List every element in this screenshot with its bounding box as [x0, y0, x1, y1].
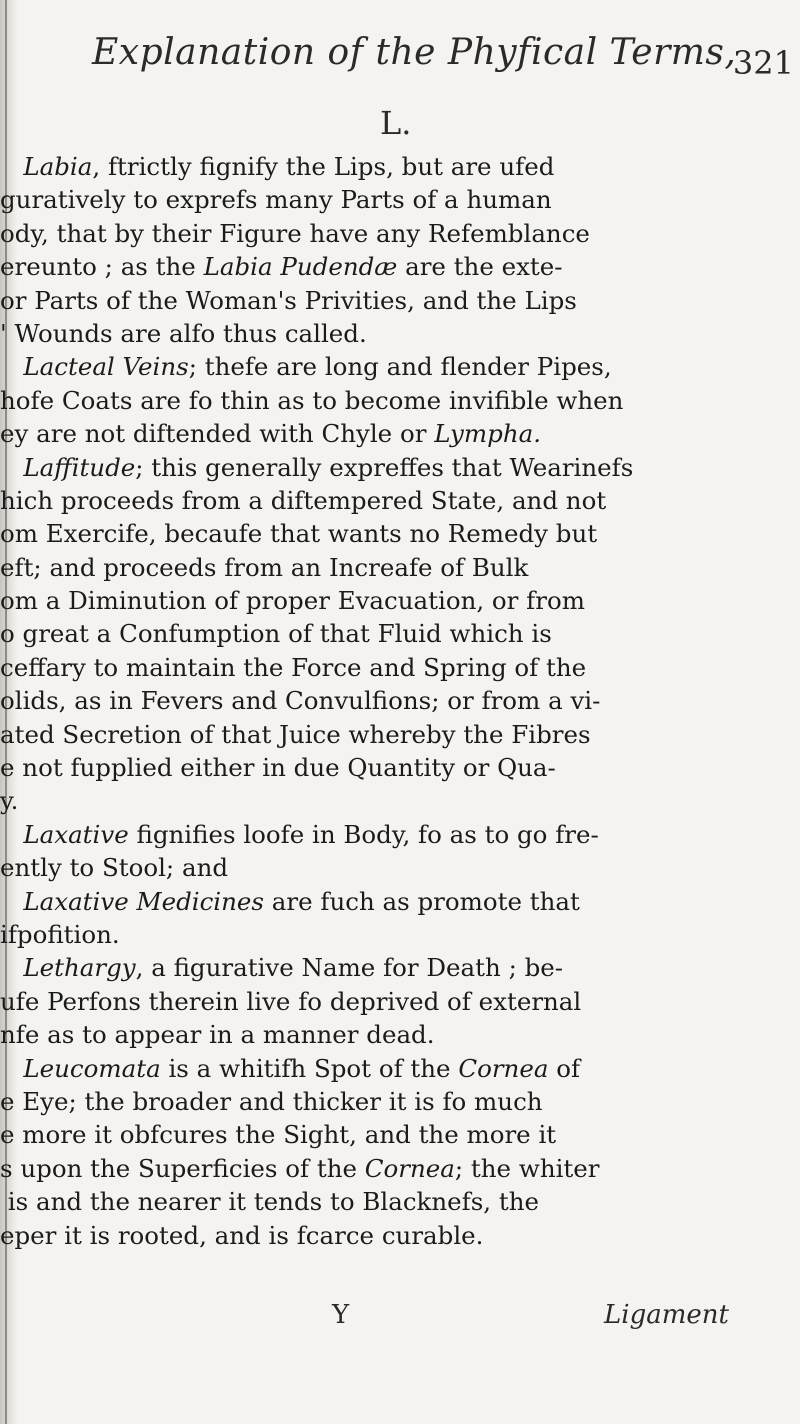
text-line: [0, 1052, 790, 1085]
text-line: [0, 1219, 790, 1252]
text-line: [0, 651, 790, 684]
text-run: ey are not diftended with Chyle or: [0, 419, 435, 449]
section-letter: L.: [380, 104, 412, 142]
text-run: [0, 352, 23, 381]
catchword: Ligament: [604, 1300, 729, 1330]
text-line: [0, 1118, 790, 1151]
text-run: [0, 152, 23, 181]
body-text: [0, 150, 790, 1252]
text-line: [0, 751, 790, 784]
text-line: [0, 617, 790, 650]
text-run: or Parts of the Woman's Privities, and the Lips: [0, 285, 577, 315]
text-line: [0, 1085, 790, 1118]
text-line: [0, 584, 790, 617]
text-line: [0, 384, 790, 417]
italic-term: Leucomata: [23, 1053, 161, 1083]
text-line: [0, 718, 790, 751]
text-run: is and the nearer it tends to Blacknefs, the: [0, 1187, 539, 1217]
text-run: ufe Perfons therein live fo deprived of external: [0, 986, 582, 1016]
text-run: of: [548, 1053, 581, 1083]
text-line: [0, 818, 790, 851]
text-line: [0, 417, 790, 450]
text-run: ifpofition.: [0, 919, 120, 949]
italic-term: Lethargy: [23, 953, 136, 983]
text-line: [0, 284, 790, 317]
text-line: [0, 1018, 790, 1051]
running-header: [0, 10, 800, 90]
text-run: , ftrictly fignify the Lips, but are ufed: [92, 152, 555, 181]
italic-term: Lympha.: [434, 419, 541, 449]
text-line: [0, 684, 790, 717]
text-run: ceffary to maintain the Force and Spring of the: [0, 652, 587, 682]
text-run: ; the whiter: [454, 1153, 600, 1183]
text-run: o great a Confumption of that Fluid which is: [0, 619, 552, 649]
text-line: [0, 784, 790, 817]
text-run: s upon the Superficies of the: [0, 1153, 365, 1183]
text-run: ently to Stool; and: [0, 853, 229, 883]
text-line: [0, 250, 790, 283]
text-line: [0, 150, 790, 183]
text-line: [0, 951, 790, 984]
text-run: ; thefe are long and flender Pipes,: [188, 352, 612, 382]
text-line: [0, 885, 790, 918]
text-line: [0, 350, 790, 383]
italic-term: Laffitude: [23, 452, 136, 482]
text-run: eft; and proceeds from an Increafe of Bulk: [0, 552, 529, 582]
text-run: ated Secretion of that Juice whereby the Fibres: [0, 719, 591, 749]
text-run: guratively to exprefs many Parts of a human: [0, 185, 552, 215]
italic-term: Lacteal Veins: [23, 352, 189, 382]
text-run: are the exte-: [397, 252, 563, 282]
text-run: nfe as to appear in a manner dead.: [0, 1020, 435, 1050]
text-run: hofe Coats are fo thin as to become invifible when: [0, 385, 624, 415]
text-run: [0, 1054, 23, 1083]
text-run: olids, as in Fevers and Convulfions; or from a vi-: [0, 686, 601, 716]
text-run: om Exercife, becaufe that wants no Remedy but: [0, 519, 598, 549]
text-line: [0, 851, 790, 884]
italic-term: Labia Pudendæ: [203, 252, 398, 282]
text-line: [0, 451, 790, 484]
signature-mark: Y: [332, 1300, 350, 1330]
italic-term: Laxative Medicines: [23, 886, 264, 916]
text-run: [0, 453, 23, 482]
text-line: [0, 317, 790, 350]
text-run: ; this generally expreffes that Wearinefs: [135, 452, 634, 482]
text-run: ereunto ; as the: [0, 252, 204, 282]
text-run: e more it obfcures the Sight, and the more it: [0, 1120, 557, 1150]
text-run: [0, 953, 23, 982]
text-run: e Eye; the broader and thicker it is fo much: [0, 1086, 543, 1116]
text-line: [0, 183, 790, 216]
italic-term: Labia: [23, 152, 93, 181]
text-line: [0, 517, 790, 550]
text-run: e not fupplied either in due Quantity or Qua-: [0, 753, 556, 783]
text-line: [0, 484, 790, 517]
italic-term: Laxative: [23, 819, 129, 849]
page-number: 321: [732, 44, 794, 82]
text-run: hich proceeds from a diftempered State, and not: [0, 485, 607, 515]
text-run: ' Wounds are alfo thus called.: [0, 318, 367, 348]
text-run: y.: [0, 786, 19, 816]
page-footer: [0, 1300, 800, 1340]
italic-term: Cornea: [458, 1053, 549, 1083]
italic-term: Cornea: [364, 1153, 455, 1183]
text-line: [0, 1185, 790, 1218]
text-run: eper it is rooted, and is fcarce curable.: [0, 1220, 484, 1250]
text-run: [0, 820, 23, 849]
text-line: [0, 217, 790, 250]
text-run: ody, that by their Figure have any Refemblance: [0, 218, 590, 248]
text-line: [0, 985, 790, 1018]
text-run: [0, 887, 23, 916]
text-run: om a Diminution of proper Evacuation, or from: [0, 586, 585, 616]
running-title: Explanation of the Phyfical Terms,: [92, 32, 737, 73]
text-run: fignifies loofe in Body, fo as to go fre-: [128, 819, 599, 849]
text-line: [0, 1152, 790, 1185]
text-line: [0, 918, 790, 951]
text-run: are fuch as promote that: [264, 886, 580, 916]
text-run: is a whitifh Spot of the: [160, 1053, 459, 1083]
text-run: , a figurative Name for Death ; be-: [135, 953, 564, 983]
text-line: [0, 551, 790, 584]
